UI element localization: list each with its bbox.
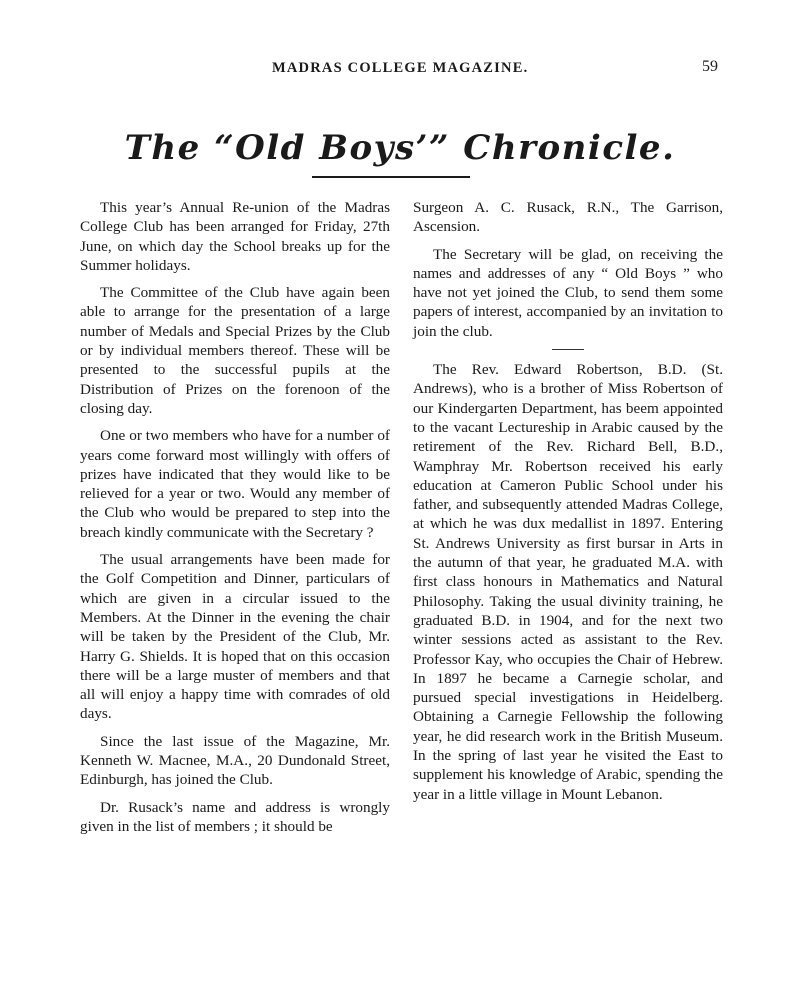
- paragraph-members-relieved: One or two members who have for a number of years come forward most willingly with offers of prizes have indicated that they would like to be relieved for a year or two. Would any member of the Club who would be prepared to step into the breach kindly communicate with the Secretary ?: [80, 427, 390, 541]
- paragraph-robertson: The Rev. Edward Robertson, B.D. (St. Andrews), who is a brother of Miss Robertson of our Kindergarten Department, has beem appointed to the vacant Lectureship in Arabic caused by the retirement of the Rev. Richard Bell, B.D., Wamphray Mr. Robertson received his early education at Cameron Public School under his father, and subsequently attended Madras College, at which he was dux medallist in 1897. Entering St. Andrews University as first bursar in Arts in the autumn of that year, he graduated M.A. with first class honours in Mathematics and Natural Philosophy. Taking the usual divinity training, he graduated B.D. in 1904, and for the next two winter sessions acted as assistant to the Rev. Professor Kay, who occupies the Chair of Hebrew. In 1897 he became a Carnegie scholar, and pursued special investigations in Heidelberg. Obtaining a Carnegie Fellowship the following year, he did research work in the British Museum. In the spring of last year he visited the East to supplement his knowledge of Arabic, spending the year in a little village in Mount Lebanon.: [413, 361, 723, 803]
- paragraph-reunion: This year’s Annual Re-union of the Madras College Club has been arranged for Friday, 27th June, on which day the School breaks up for the Summer holidays.: [80, 199, 390, 274]
- page-header: [0, 60, 800, 84]
- paragraph-new-member: Since the last issue of the Magazine, Mr. Kenneth W. Macnee, M.A., 20 Dundonald Street, Edinburgh, has joined the Club.: [80, 732, 390, 789]
- paragraph-golf-dinner: The usual arrangements have been made for the Golf Competition and Dinner, particulars of which are given in a circular issued to the Members. At the Dinner in the evening the chair will be taken by the President of the Club, Mr. Harry G. Shields. It is hoped that on this occasion there will be a large muster of members and that all will enjoy a happy time with comrades of old days.: [80, 551, 390, 723]
- paragraph-rusack-continued: Surgeon A. C. Rusack, R.N., The Garrison, Ascension.: [413, 199, 723, 236]
- page-number: 59: [702, 58, 718, 75]
- paragraph-prizes: The Committee of the Club have again been able to arrange for the presentation of a large number of Medals and Special Prizes by the Club or by individual members thereof. These will be presented to the successful pupils at the Distribution of Prizes on the forenoon of the closing day.: [80, 284, 390, 417]
- section-divider: [552, 349, 584, 350]
- right-column: [413, 198, 723, 812]
- title-rule: [312, 176, 470, 178]
- left-column: [80, 198, 390, 844]
- paragraph-secretary: The Secretary will be glad, on receiving the names and addresses of any “ Old Boys ” who have not yet joined the Club, to send them some papers of interest, accompanied by an invitation to join the club.: [413, 245, 723, 340]
- paragraph-rusack: Dr. Rusack’s name and address is wrongly given in the list of members ; it should be: [80, 798, 390, 835]
- running-title: MADRAS COLLEGE MAGAZINE.: [272, 60, 529, 76]
- article-title: The “Old Boys’” Chronicle.: [124, 128, 676, 168]
